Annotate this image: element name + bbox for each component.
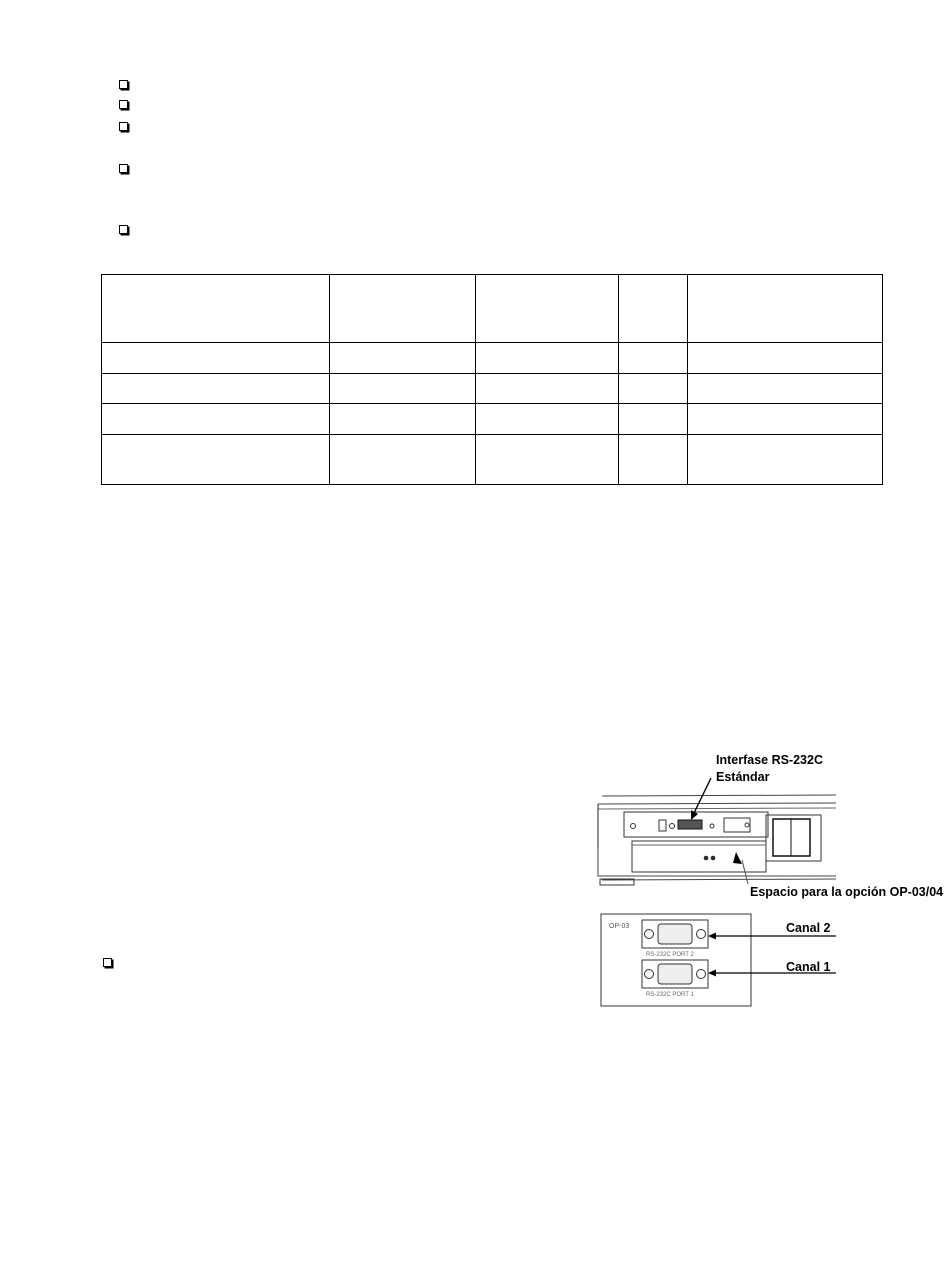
channel-1-label: Canal 1: [786, 960, 831, 974]
table-cell: [102, 374, 330, 404]
port-1-marking: RS-232C PORT 1: [646, 992, 694, 998]
table-cell: [102, 435, 330, 485]
bullet-checkbox-icon: [119, 225, 128, 234]
table-cell: [330, 343, 476, 374]
standard-interface-label: Interfase RS-232C: [716, 753, 823, 767]
table-cell: [476, 374, 619, 404]
table-cell: [688, 435, 883, 485]
bullet-checkbox-icon: [119, 80, 128, 89]
table-cell: [688, 374, 883, 404]
table-cell: [330, 374, 476, 404]
bullet-checkbox-icon: [119, 100, 128, 109]
channel-2-label: Canal 2: [786, 921, 831, 935]
table-row: [102, 374, 883, 404]
bullet-checkbox-icon: [119, 164, 128, 173]
bullet-checkbox-icon: [119, 122, 128, 131]
port-2-marking: RS-232C PORT 2: [646, 952, 694, 958]
arrow-head-icon: [708, 970, 716, 977]
table-header-row: [102, 275, 883, 343]
standard-interface-label-line2: Estándar: [716, 770, 770, 784]
spec-table: [101, 274, 883, 485]
table-cell: [688, 343, 883, 374]
table-cell: [619, 435, 688, 485]
arrow-head-icon: [708, 933, 716, 940]
table-cell: [619, 374, 688, 404]
arrow-head-icon: [733, 852, 742, 864]
table-cell: [330, 404, 476, 435]
table-header-cell: [330, 275, 476, 343]
table-cell: [102, 343, 330, 374]
bullet-checkbox-icon: [103, 958, 112, 967]
rear-panel-figure: [596, 748, 950, 1010]
table-row: [102, 435, 883, 485]
board-id-marking: OP-03: [609, 923, 630, 930]
option-space-label: Espacio para la opción OP-03/04: [750, 885, 944, 899]
table-cell: [102, 404, 330, 435]
table-cell: [476, 343, 619, 374]
table-cell: [476, 404, 619, 435]
table-row: [102, 404, 883, 435]
rear-panel-illustration: [596, 748, 950, 1010]
table-header-cell: [102, 275, 330, 343]
table-cell: [619, 343, 688, 374]
table-header-cell: [476, 275, 619, 343]
table-header-cell: [619, 275, 688, 343]
table-cell: [330, 435, 476, 485]
table-cell: [476, 435, 619, 485]
table-row: [102, 343, 883, 374]
table-header-cell: [688, 275, 883, 343]
table-cell: [619, 404, 688, 435]
table-cell: [688, 404, 883, 435]
